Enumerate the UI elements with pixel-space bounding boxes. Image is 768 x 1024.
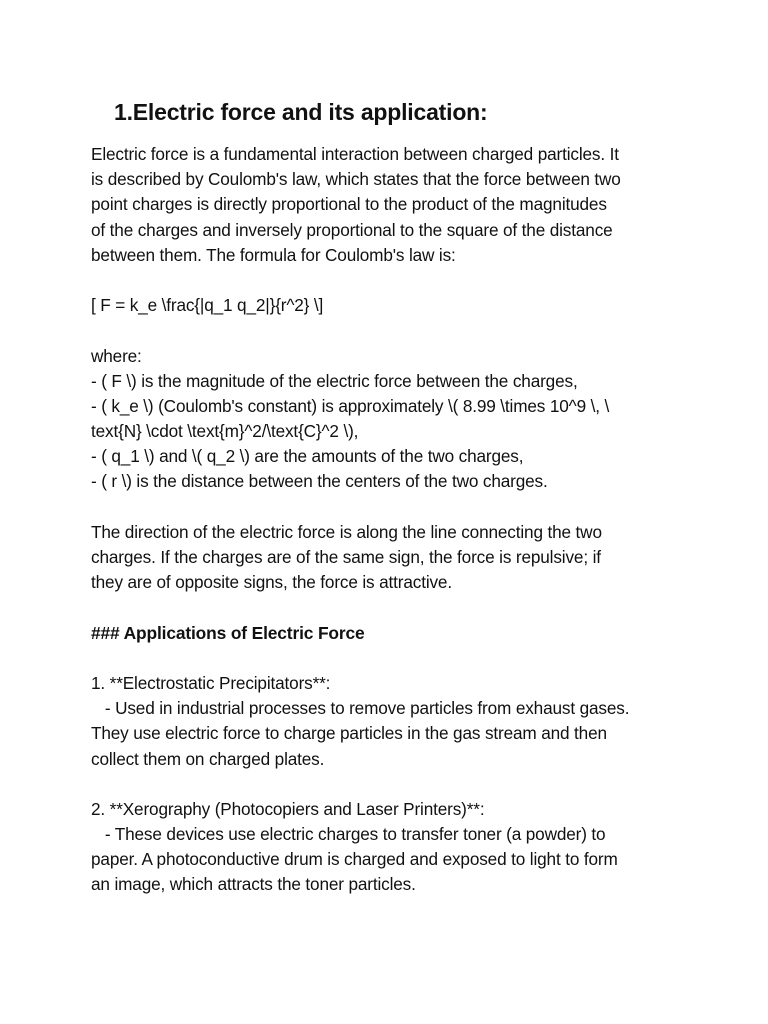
document-body (91, 142, 691, 898)
application-line: They use electric force to charge particles in the gas stream and then (91, 723, 607, 744)
direction-line: they are of opposite signs, the force is attractive. (91, 572, 452, 593)
intro-line: Electric force is a fundamental interaction between charged particles. It (91, 144, 619, 164)
intro-line: point charges is directly proportional to the product of the magnitudes (91, 194, 607, 215)
where-line: - ( F \) is the magnitude of the electric force between the charges, (91, 370, 578, 391)
blank-line (91, 772, 691, 797)
application-line: 2. **Xerography (Photocopiers and Laser Printers)**: (91, 798, 485, 819)
application-line: paper. A photoconductive drum is charged and exposed to light to form (91, 849, 618, 870)
application-line: collect them on charged plates. (91, 748, 325, 769)
where-line: - ( k_e \) (Coulomb's constant) is approximately \( 8.99 \times 10^9 \, \ (91, 395, 610, 416)
intro-line: is described by Coulomb's law, which states that the force between two (91, 169, 621, 190)
blank-line (91, 495, 691, 520)
direction-line: charges. If the charges are of the same sign, the force is repulsive; if (91, 547, 601, 567)
where-line: text{N} \cdot \text{m}^2/\text{C}^2 \), (91, 421, 359, 442)
applications-heading: ### Applications of Electric Force (91, 622, 365, 643)
blank-line (91, 646, 691, 671)
application-line: 1. **Electrostatic Precipitators**: (91, 672, 331, 693)
application-line: - Used in industrial processes to remove particles from exhaust gases. (91, 698, 630, 719)
section-heading: 1.Electric force and its application: (114, 99, 488, 125)
application-line: - These devices use electric charges to transfer toner (a powder) to (91, 824, 606, 845)
where-line: - ( q_1 \) and \( q_2 \) are the amounts of the two charges, (91, 446, 524, 467)
intro-line: between them. The formula for Coulomb's law is: (91, 244, 456, 265)
where-line: where: (91, 345, 142, 366)
blank-line (91, 595, 691, 620)
formula-line: [ F = k_e \frac{|q_1 q_2|}{r^2} \] (91, 295, 324, 316)
intro-line: of the charges and inversely proportional to the square of the distance (91, 219, 613, 240)
where-line: - ( r \) is the distance between the centers of the two charges. (91, 471, 548, 492)
application-line: an image, which attracts the toner particles. (91, 874, 416, 895)
direction-line: The direction of the electric force is along the line connecting the two (91, 521, 602, 542)
blank-line (91, 318, 691, 343)
blank-line (91, 268, 691, 293)
